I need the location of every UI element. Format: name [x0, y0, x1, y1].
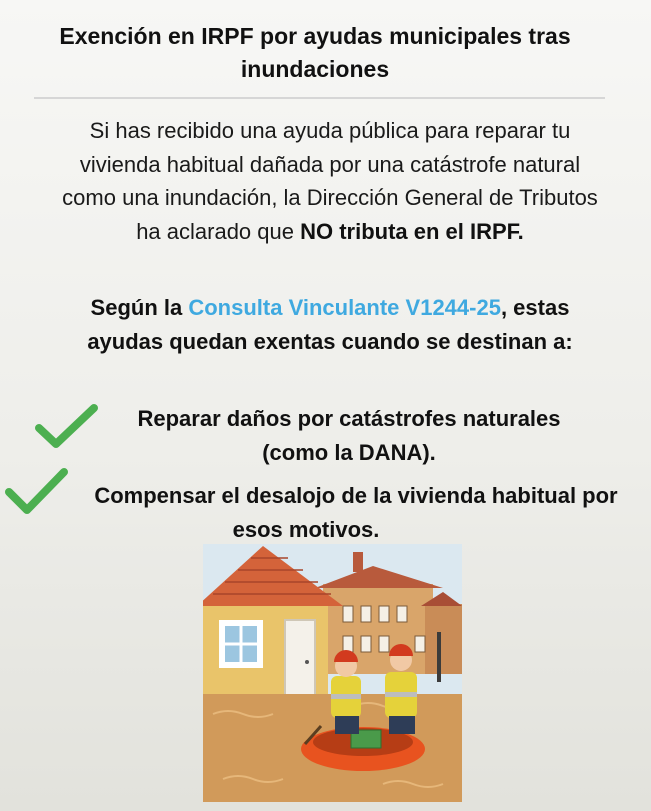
page-title: Exención en IRPF por ayudas municipales tras inundaciones [59, 23, 571, 82]
item-line2: (como la DANA). [262, 440, 436, 465]
consulta-paragraph [60, 291, 600, 359]
intro-bold: NO tributa en el IRPF. [300, 218, 524, 244]
consulta-link[interactable]: Consulta Vinculante V1244-25 [188, 295, 501, 320]
item-line1: Compensar el desalojo de la vivienda habitual por [94, 483, 618, 508]
check-icon [34, 402, 98, 450]
consulta-prefix: Según la [90, 295, 189, 320]
item-line2: esos motivos. [232, 517, 380, 542]
intro-text: Si has recibido una ayuda pública para reparar tu vivienda habitual dañada por una catástrofe natural como una inundación, la Dirección General de Tributos ha aclarado que [62, 118, 598, 244]
item-line1: Reparar daños por catástrofes naturales [137, 406, 561, 431]
exemption-item [50, 479, 651, 547]
intro-paragraph [50, 114, 610, 248]
consulta-suffix: , estas ayudas quedan exentas cuando se destinan a: [87, 295, 573, 354]
flood-rescue-illustration [203, 544, 462, 802]
exemption-item [96, 402, 602, 470]
title-divider [34, 97, 605, 99]
